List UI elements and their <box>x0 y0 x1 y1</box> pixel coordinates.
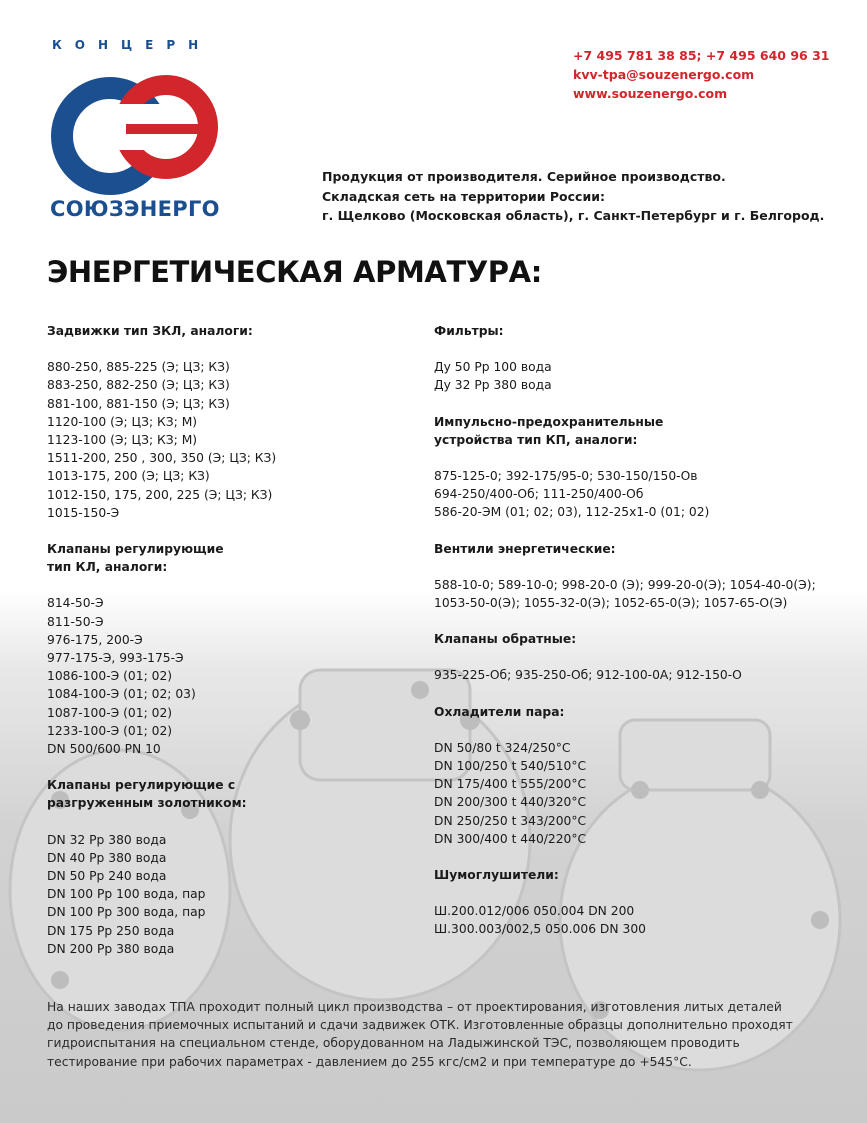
contacts-block <box>573 46 829 103</box>
list-item: DN 32 Рр 380 вода <box>47 832 167 847</box>
list-item: 1084-100-Э (01; 02; 03) <box>47 687 196 702</box>
list-item: 586-20-ЭМ (01; 02; 03), 112-25х1-0 (01; 02) <box>434 505 710 520</box>
section-heading <box>47 322 407 340</box>
list-item: 880-250, 885-225 (Э; ЦЗ; КЗ) <box>47 360 230 375</box>
list-item: 875-125-0; 392-175/95-0; 530-150/150-Ов <box>434 469 698 484</box>
list-item: Ш.300.003/002,5 050.006 DN 300 <box>434 922 646 937</box>
section-heading-line: разгруженным золотником: <box>47 796 247 811</box>
tagline-line: Продукция от производителя. Серийное производство. <box>322 169 726 184</box>
list-item: DN 250/250 t 343/200°С <box>434 813 587 828</box>
footer-line: до проведения приемочных испытаний и сдачи задвижек ОТК. Изготовленные образцы дополнительно проходят <box>47 1018 793 1033</box>
list-item: 814-50-Э <box>47 596 104 611</box>
section-heading <box>434 630 854 648</box>
right-column <box>434 322 854 957</box>
left-column <box>47 322 407 976</box>
list-item: 935-225-Об; 935-250-Об; 912-100-0А; 912-150-О <box>434 668 742 683</box>
list-item: 1233-100-Э (01; 02) <box>47 723 173 738</box>
list-item: 976-175, 200-Э <box>47 632 143 647</box>
section-heading-line: Задвижки тип ЗКЛ, аналоги: <box>47 324 253 338</box>
tagline-line: Складская сеть на территории России: <box>322 188 605 204</box>
section-item-list <box>47 831 407 958</box>
section-heading <box>47 776 407 812</box>
section-heading <box>47 540 407 576</box>
concern-label: КОНЦЕРН <box>52 38 212 52</box>
list-item: 1087-100-Э (01; 02) <box>47 705 173 720</box>
footer-line: гидроиспытания на специальном стенде, оборудованном на Ладыжинской ТЭС, позволяющем проводить <box>47 1036 740 1051</box>
section-heading <box>434 703 854 721</box>
list-item: DN 500/600 PN 10 <box>47 742 161 757</box>
section-heading <box>434 322 854 340</box>
section-item-list <box>47 358 407 522</box>
section-heading-line: Охладители пара: <box>434 704 565 719</box>
list-item: 977-175-Э, 993-175-Э <box>47 651 184 666</box>
website-link[interactable]: www.souzenergo.com <box>573 86 728 101</box>
list-item: 588-10-0; 589-10-0; 998-20-0 (Э); 999-20-0(Э); 1054-40-0(Э); <box>434 577 816 592</box>
company-logo <box>48 72 218 201</box>
list-item: 1120-100 (Э; ЦЗ; КЗ; М) <box>47 414 198 429</box>
list-item: 1086-100-Э (01; 02) <box>47 669 173 684</box>
list-item: DN 50 Рр 240 вода <box>47 869 167 884</box>
footer-line: тестирование при рабочих параметрах - давлением до 255 кгс/см2 и при температуре до +545°С. <box>47 1054 692 1069</box>
footer-text <box>47 998 827 1071</box>
list-item: Ш.200.012/006 050.004 DN 200 <box>434 904 635 919</box>
list-item: DN 175/400 t 555/200°С <box>434 777 587 792</box>
section-heading-line: устройства тип КП, аналоги: <box>434 432 638 447</box>
section-heading <box>434 866 854 884</box>
tagline-line: г. Щелково (Московская область), г. Санкт-Петербург и г. Белгород. <box>322 208 825 223</box>
page-title: ЭНЕРГЕТИЧЕСКАЯ АРМАТУРА: <box>47 255 542 289</box>
section-item-list <box>434 576 854 612</box>
list-item: 1012-150, 175, 200, 225 (Э; ЦЗ; КЗ) <box>47 487 273 502</box>
list-item: Ду 50 Рр 100 вода <box>434 360 552 375</box>
list-item: 883-250, 882-250 (Э; ЦЗ; КЗ) <box>47 378 230 393</box>
section-heading-line: тип КЛ, аналоги: <box>47 560 168 575</box>
phone-numbers: +7 495 781 38 85; +7 495 640 96 31 <box>573 48 830 63</box>
list-item: 1013-175, 200 (Э; ЦЗ; КЗ) <box>47 469 210 484</box>
section-heading-line: Фильтры: <box>434 324 504 338</box>
list-item: DN 300/400 t 440/220°С <box>434 831 587 846</box>
list-item: 694-250/400-Об; 111-250/400-Об <box>434 487 644 502</box>
section-heading-line: Шумоглушители: <box>434 868 559 883</box>
footer-line: На наших заводах ТПА проходит полный цикл производства – от проектирования, изготовления литых деталей <box>47 1000 782 1014</box>
list-item: DN 200/300 t 440/320°С <box>434 795 587 810</box>
section-heading <box>434 540 854 558</box>
list-item: 881-100, 881-150 (Э; ЦЗ; КЗ) <box>47 396 230 411</box>
brand-name: СОЮЗЭНЕРГО <box>50 197 220 221</box>
list-item: 811-50-Э <box>47 614 104 629</box>
list-item: 1053-50-0(Э); 1055-32-0(Э); 1052-65-0(Э); 1057-65-О(Э) <box>434 596 788 611</box>
list-item: DN 50/80 t 324/250°С <box>434 740 571 755</box>
section-item-list <box>434 902 854 938</box>
section-item-list <box>434 358 854 394</box>
section-heading <box>434 413 854 449</box>
list-item: 1511-200, 250 , 300, 350 (Э; ЦЗ; КЗ) <box>47 451 277 466</box>
list-item: DN 100/250 t 540/510°С <box>434 759 587 774</box>
section-heading-line: Клапаны регулирующие с <box>47 778 236 793</box>
list-item: Ду 32 Рр 380 вода <box>434 378 552 393</box>
section-heading-line: Клапаны обратные: <box>434 632 577 647</box>
section-item-list <box>47 594 407 758</box>
list-item: 1123-100 (Э; ЦЗ; КЗ; М) <box>47 433 198 448</box>
list-item: DN 100 Рр 300 вода, пар <box>47 905 206 920</box>
section-heading-line: Импульсно-предохранительные <box>434 414 664 429</box>
list-item: DN 175 Рр 250 вода <box>47 923 175 938</box>
section-heading-line: Клапаны регулирующие <box>47 542 224 557</box>
section-heading-line: Вентили энергетические: <box>434 541 616 556</box>
tagline <box>322 167 824 226</box>
email-link[interactable]: kvv-tpa@souzenergo.com <box>573 67 755 82</box>
list-item: DN 40 Рр 380 вода <box>47 850 167 865</box>
list-item: 1015-150-Э <box>47 505 120 520</box>
section-item-list <box>434 666 854 684</box>
section-item-list <box>434 739 854 848</box>
list-item: DN 100 Рр 100 вода, пар <box>47 887 206 902</box>
list-item: DN 200 Рр 380 вода <box>47 941 175 956</box>
section-item-list <box>434 467 854 522</box>
